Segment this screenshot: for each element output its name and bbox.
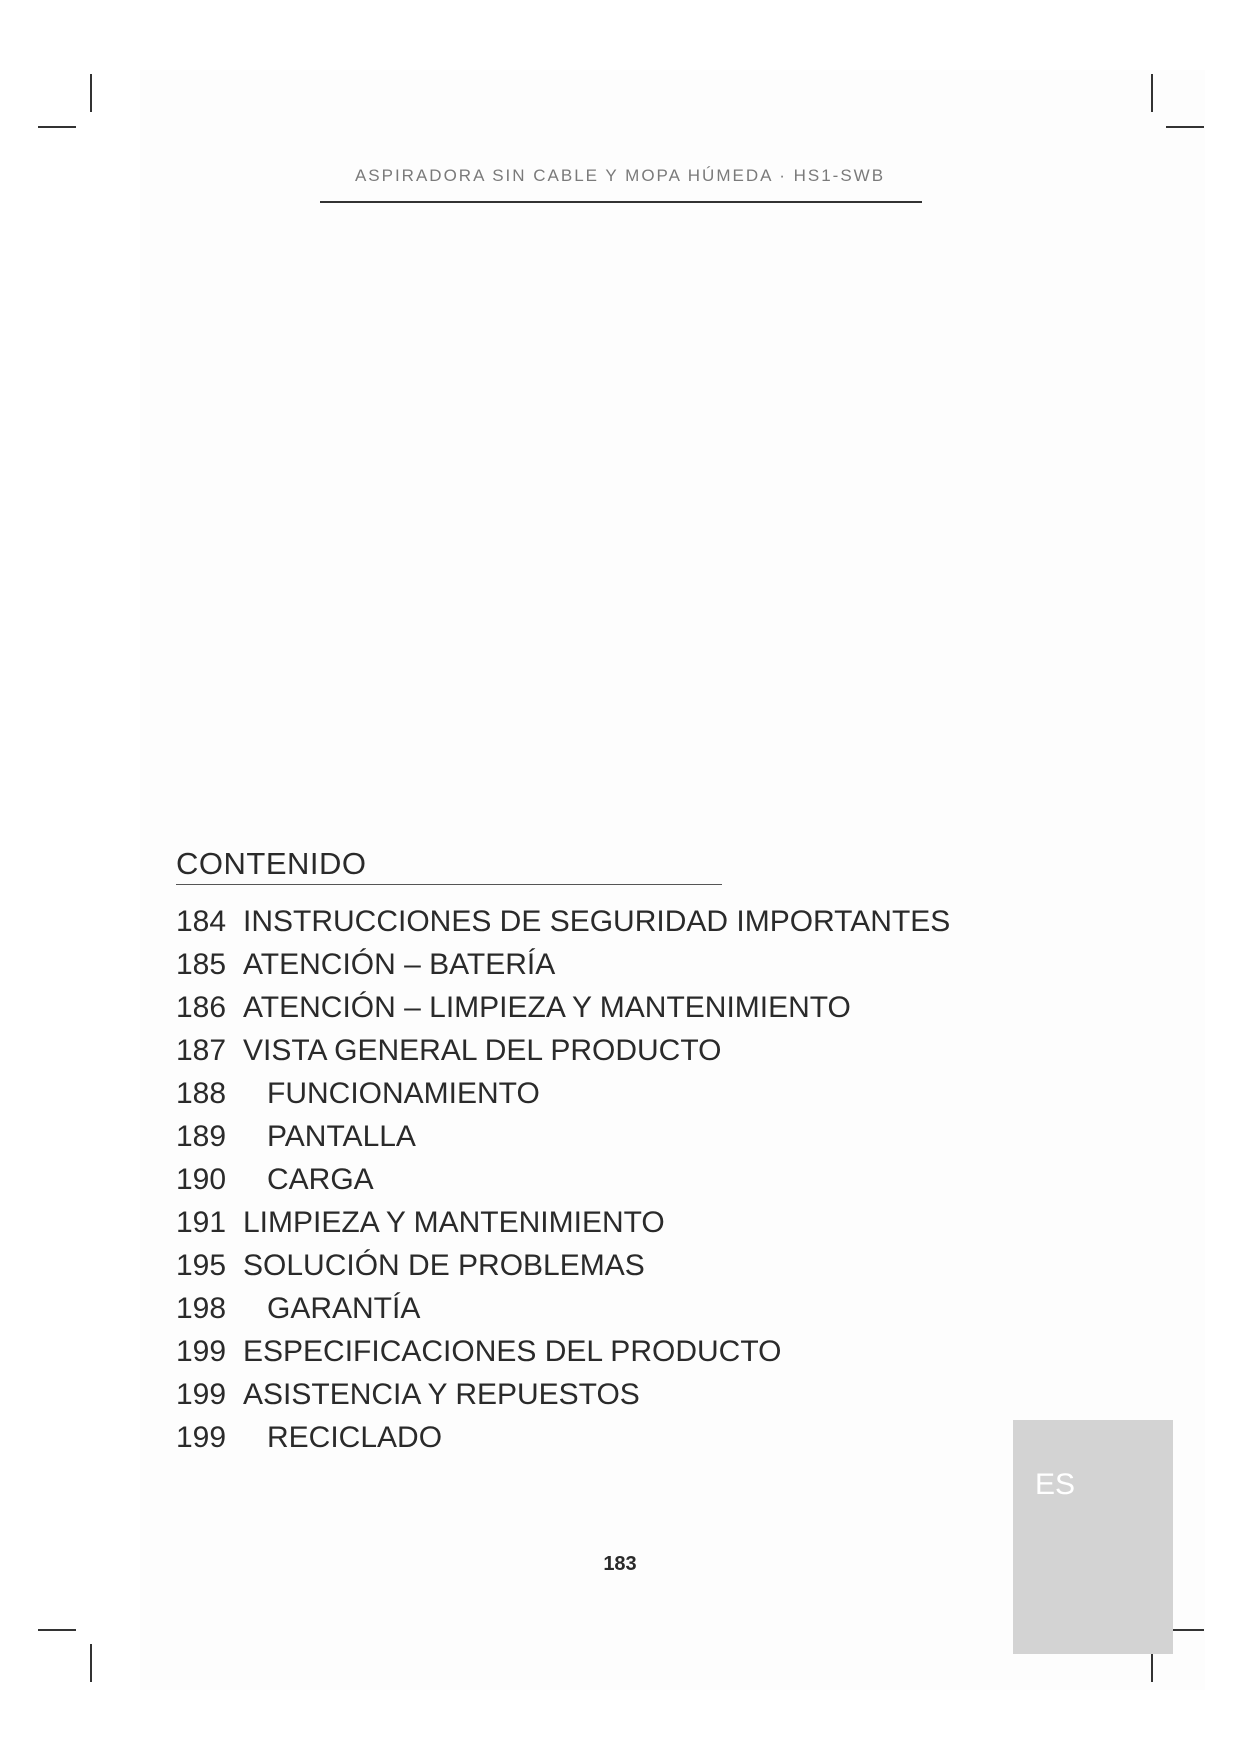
toc-entry-title: SOLUCIÓN DE PROBLEMAS bbox=[243, 1248, 645, 1282]
toc-page-number: 199 bbox=[176, 1420, 227, 1454]
toc-page-number: 185 bbox=[176, 947, 227, 981]
table-of-contents bbox=[176, 900, 1036, 1459]
toc-entry[interactable] bbox=[176, 1029, 1036, 1072]
crop-mark-bottom-left-horizontal bbox=[38, 1629, 76, 1631]
toc-page-number: 191 bbox=[176, 1205, 227, 1239]
toc-entry-title: ESPECIFICACIONES DEL PRODUCTO bbox=[243, 1334, 782, 1368]
toc-entry[interactable] bbox=[176, 1201, 1036, 1244]
language-tab-label: ES bbox=[1035, 1468, 1076, 1501]
toc-entry[interactable] bbox=[176, 1416, 1036, 1459]
toc-entry-title: VISTA GENERAL DEL PRODUCTO bbox=[243, 1033, 722, 1067]
toc-entry[interactable] bbox=[176, 1287, 1036, 1330]
toc-entry[interactable] bbox=[176, 1158, 1036, 1201]
toc-entry[interactable] bbox=[176, 1115, 1036, 1158]
language-tab bbox=[1013, 1420, 1173, 1654]
toc-page-number: 186 bbox=[176, 990, 227, 1024]
toc-entry[interactable] bbox=[176, 943, 1036, 986]
toc-entry-title: RECICLADO bbox=[267, 1420, 443, 1454]
contents-divider bbox=[176, 884, 722, 885]
crop-mark-top-left-vertical bbox=[90, 74, 92, 112]
crop-mark-top-left-horizontal bbox=[38, 126, 76, 128]
crop-mark-top-right-vertical bbox=[1151, 74, 1153, 112]
toc-page-number: 187 bbox=[176, 1033, 227, 1067]
toc-entry[interactable] bbox=[176, 1244, 1036, 1287]
toc-entry[interactable] bbox=[176, 986, 1036, 1029]
toc-entry[interactable] bbox=[176, 900, 1036, 943]
header-divider bbox=[320, 201, 922, 203]
toc-entry-title: FUNCIONAMIENTO bbox=[267, 1076, 540, 1110]
toc-page-number: 195 bbox=[176, 1248, 227, 1282]
toc-page-number: 190 bbox=[176, 1162, 227, 1196]
page-number: 183 bbox=[603, 1553, 637, 1575]
crop-mark-bottom-left-vertical bbox=[90, 1644, 92, 1682]
toc-page-number: 199 bbox=[176, 1377, 227, 1411]
crop-mark-top-right-horizontal bbox=[1166, 126, 1204, 128]
toc-entry[interactable] bbox=[176, 1072, 1036, 1115]
toc-entry[interactable] bbox=[176, 1373, 1036, 1416]
toc-page-number: 184 bbox=[176, 904, 227, 938]
toc-page-number: 189 bbox=[176, 1119, 227, 1153]
toc-entry-title: INSTRUCCIONES DE SEGURIDAD IMPORTANTES bbox=[243, 904, 951, 938]
toc-page-number: 198 bbox=[176, 1291, 227, 1325]
toc-entry-title: GARANTÍA bbox=[267, 1291, 421, 1325]
toc-entry-title: LIMPIEZA Y MANTENIMIENTO bbox=[243, 1205, 665, 1239]
toc-entry[interactable] bbox=[176, 1330, 1036, 1373]
toc-page-number: 199 bbox=[176, 1334, 227, 1368]
toc-page-number: 188 bbox=[176, 1076, 227, 1110]
toc-entry-title: PANTALLA bbox=[267, 1119, 416, 1153]
toc-entry-title: ATENCIÓN – LIMPIEZA Y MANTENIMIENTO bbox=[243, 990, 851, 1024]
document-header-title: ASPIRADORA SIN CABLE Y MOPA HÚMEDA · HS1-SWB bbox=[354, 166, 886, 185]
toc-entry-title: ATENCIÓN – BATERÍA bbox=[243, 947, 556, 981]
toc-entry-title: CARGA bbox=[267, 1162, 374, 1196]
toc-entry-title: ASISTENCIA Y REPUESTOS bbox=[243, 1377, 640, 1411]
contents-heading: CONTENIDO bbox=[176, 846, 367, 881]
